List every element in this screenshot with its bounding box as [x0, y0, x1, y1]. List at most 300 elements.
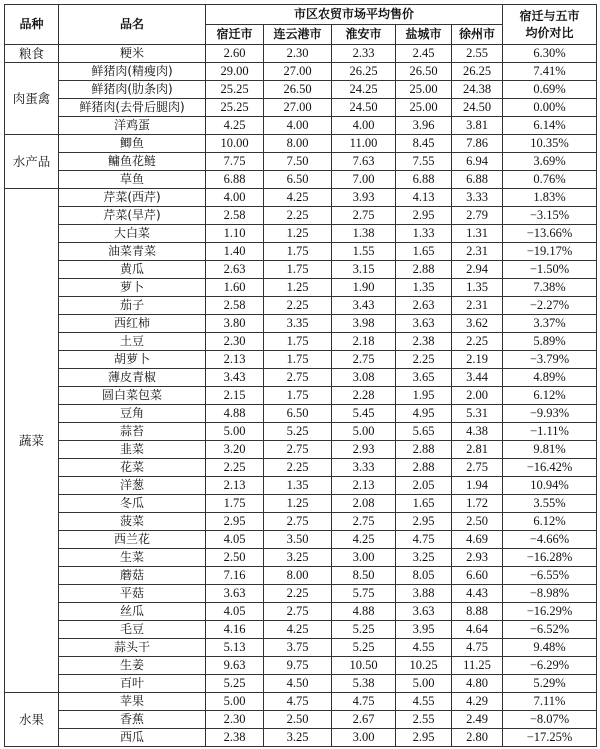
price-cell: 2.50 [452, 513, 503, 531]
table-row [5, 333, 597, 351]
price-cell: 2.95 [396, 729, 452, 747]
table-row [5, 153, 597, 171]
comparison-cell: −4.66% [503, 531, 597, 549]
price-cell: 1.55 [332, 243, 396, 261]
header-product: 品名 [59, 5, 206, 45]
price-cell: 2.25 [264, 207, 332, 225]
table-row [5, 99, 597, 117]
price-cell: 5.25 [332, 621, 396, 639]
price-cell: 4.75 [396, 531, 452, 549]
price-cell: 26.25 [332, 63, 396, 81]
price-cell: 2.60 [206, 45, 264, 63]
price-cell: 3.63 [206, 585, 264, 603]
price-cell: 3.08 [332, 369, 396, 387]
price-cell: 2.95 [396, 207, 452, 225]
table-row [5, 117, 597, 135]
product-name-cell: 冬瓜 [59, 495, 206, 513]
price-cell: 7.75 [206, 153, 264, 171]
price-cell: 3.75 [264, 639, 332, 657]
price-cell: 6.50 [264, 171, 332, 189]
category-cell: 肉蛋禽 [5, 63, 59, 135]
price-cell: 3.63 [396, 315, 452, 333]
comparison-cell: 9.48% [503, 639, 597, 657]
price-cell: 2.95 [396, 513, 452, 531]
comparison-cell: −6.29% [503, 657, 597, 675]
comparison-cell: 3.69% [503, 153, 597, 171]
price-cell: 2.00 [452, 387, 503, 405]
comparison-cell: −3.79% [503, 351, 597, 369]
price-cell: 10.25 [396, 657, 452, 675]
price-cell: 26.50 [396, 63, 452, 81]
price-cell: 4.80 [452, 675, 503, 693]
table-row [5, 603, 597, 621]
price-cell: 5.45 [332, 405, 396, 423]
product-name-cell: 茄子 [59, 297, 206, 315]
price-cell: 6.88 [396, 171, 452, 189]
price-cell: 6.94 [452, 153, 503, 171]
table-row [5, 63, 597, 81]
table-row [5, 45, 597, 63]
price-cell: 2.79 [452, 207, 503, 225]
table-row [5, 189, 597, 207]
comparison-cell: 10.35% [503, 135, 597, 153]
price-cell: 4.25 [332, 531, 396, 549]
price-cell: 26.25 [452, 63, 503, 81]
price-cell: 4.25 [206, 117, 264, 135]
comparison-cell: −16.29% [503, 603, 597, 621]
price-cell: 1.75 [264, 261, 332, 279]
comparison-cell: 7.38% [503, 279, 597, 297]
price-cell: 11.25 [452, 657, 503, 675]
table-row [5, 459, 597, 477]
product-name-cell: 生菜 [59, 549, 206, 567]
price-cell: 5.00 [396, 675, 452, 693]
header-market-average: 市区农贸市场平均售价 [206, 5, 503, 25]
comparison-cell: −8.07% [503, 711, 597, 729]
table-row [5, 621, 597, 639]
comparison-cell: 7.11% [503, 693, 597, 711]
price-cell: 7.63 [332, 153, 396, 171]
price-cell: 2.30 [206, 711, 264, 729]
product-name-cell: 鲜猪肉(肋条肉) [59, 81, 206, 99]
price-cell: 3.93 [332, 189, 396, 207]
price-cell: 1.31 [452, 225, 503, 243]
price-cell: 2.75 [264, 369, 332, 387]
table-row [5, 315, 597, 333]
product-name-cell: 洋鸡蛋 [59, 117, 206, 135]
product-name-cell: 花菜 [59, 459, 206, 477]
price-cell: 4.29 [452, 693, 503, 711]
price-cell: 7.86 [452, 135, 503, 153]
price-cell: 2.75 [264, 441, 332, 459]
price-cell: 6.60 [452, 567, 503, 585]
price-cell: 1.35 [396, 279, 452, 297]
table-row [5, 513, 597, 531]
table-row [5, 531, 597, 549]
price-cell: 4.64 [452, 621, 503, 639]
price-cell: 8.50 [332, 567, 396, 585]
price-cell: 1.35 [264, 477, 332, 495]
price-cell: 2.80 [452, 729, 503, 747]
header-comparison [503, 5, 597, 45]
price-cell: 2.75 [264, 513, 332, 531]
product-name-cell: 土豆 [59, 333, 206, 351]
price-cell: 10.00 [206, 135, 264, 153]
price-cell: 2.45 [396, 45, 452, 63]
price-cell: 2.50 [206, 549, 264, 567]
price-cell: 2.63 [206, 261, 264, 279]
price-cell: 2.25 [452, 333, 503, 351]
price-cell: 1.65 [396, 243, 452, 261]
comparison-cell: 10.94% [503, 477, 597, 495]
price-cell: 3.20 [206, 441, 264, 459]
price-cell: 2.25 [264, 459, 332, 477]
product-name-cell: 鲜猪肉(去骨后腿肉) [59, 99, 206, 117]
table-row [5, 675, 597, 693]
table-row [5, 225, 597, 243]
price-cell: 6.88 [206, 171, 264, 189]
price-cell: 5.25 [206, 675, 264, 693]
price-cell: 8.00 [264, 135, 332, 153]
product-name-cell: 薄皮青椒 [59, 369, 206, 387]
price-cell: 3.33 [332, 459, 396, 477]
price-cell: 2.93 [332, 441, 396, 459]
comparison-cell: 6.14% [503, 117, 597, 135]
price-cell: 4.00 [332, 117, 396, 135]
price-cell: 4.13 [396, 189, 452, 207]
product-name-cell: 洋葱 [59, 477, 206, 495]
price-cell: 4.75 [452, 639, 503, 657]
price-cell: 2.55 [452, 45, 503, 63]
price-cell: 1.10 [206, 225, 264, 243]
price-cell: 2.67 [332, 711, 396, 729]
price-cell: 2.49 [452, 711, 503, 729]
price-cell: 8.00 [264, 567, 332, 585]
price-cell: 26.50 [264, 81, 332, 99]
price-cell: 2.58 [206, 207, 264, 225]
price-cell: 3.95 [396, 621, 452, 639]
header-city: 连云港市 [264, 25, 332, 45]
price-cell: 7.55 [396, 153, 452, 171]
table-row [5, 387, 597, 405]
price-cell: 1.94 [452, 477, 503, 495]
price-cell: 5.31 [452, 405, 503, 423]
price-cell: 3.63 [396, 603, 452, 621]
table-row [5, 405, 597, 423]
comparison-cell: 0.00% [503, 99, 597, 117]
table-row [5, 729, 597, 747]
price-cell: 5.25 [332, 639, 396, 657]
product-name-cell: 西兰花 [59, 531, 206, 549]
price-cell: 3.88 [396, 585, 452, 603]
table-row [5, 261, 597, 279]
product-name-cell: 萝卜 [59, 279, 206, 297]
price-cell: 24.25 [332, 81, 396, 99]
price-cell: 2.88 [396, 261, 452, 279]
price-cell: 2.94 [452, 261, 503, 279]
price-cell: 25.25 [206, 81, 264, 99]
comparison-cell: 3.37% [503, 315, 597, 333]
price-cell: 4.00 [206, 189, 264, 207]
price-cell: 2.31 [452, 297, 503, 315]
price-cell: 4.25 [264, 621, 332, 639]
price-cell: 1.75 [264, 351, 332, 369]
table-row [5, 549, 597, 567]
category-cell: 蔬菜 [5, 189, 59, 693]
comparison-cell: 5.89% [503, 333, 597, 351]
price-cell: 2.75 [332, 513, 396, 531]
table-header [5, 5, 597, 45]
comparison-cell: −9.93% [503, 405, 597, 423]
price-cell: 1.75 [264, 387, 332, 405]
product-name-cell: 西瓜 [59, 729, 206, 747]
product-name-cell: 芹菜(西芹) [59, 189, 206, 207]
price-cell: 3.98 [332, 315, 396, 333]
comparison-cell: −6.55% [503, 567, 597, 585]
price-cell: 1.25 [264, 495, 332, 513]
price-cell: 2.38 [206, 729, 264, 747]
price-cell: 2.55 [396, 711, 452, 729]
product-name-cell: 苹果 [59, 693, 206, 711]
price-cell: 2.88 [396, 459, 452, 477]
table-row [5, 657, 597, 675]
price-cell: 2.75 [264, 603, 332, 621]
price-cell: 1.38 [332, 225, 396, 243]
product-name-cell: 圆白菜包菜 [59, 387, 206, 405]
table-row [5, 351, 597, 369]
price-cell: 3.00 [332, 549, 396, 567]
header-category: 品种 [5, 5, 59, 45]
category-cell: 粮食 [5, 45, 59, 63]
price-cell: 4.88 [206, 405, 264, 423]
price-cell: 4.55 [396, 693, 452, 711]
comparison-cell: −17.25% [503, 729, 597, 747]
comparison-cell: −19.17% [503, 243, 597, 261]
price-cell: 2.08 [332, 495, 396, 513]
price-cell: 2.95 [206, 513, 264, 531]
price-cell: 3.62 [452, 315, 503, 333]
price-cell: 3.65 [396, 369, 452, 387]
price-cell: 2.75 [332, 207, 396, 225]
price-cell: 24.50 [452, 99, 503, 117]
price-cell: 3.25 [264, 549, 332, 567]
price-cell: 5.00 [206, 423, 264, 441]
table-row [5, 369, 597, 387]
price-cell: 1.65 [396, 495, 452, 513]
product-name-cell: 黄瓜 [59, 261, 206, 279]
price-cell: 4.95 [396, 405, 452, 423]
price-cell: 7.50 [264, 153, 332, 171]
price-cell: 7.00 [332, 171, 396, 189]
price-cell: 4.50 [264, 675, 332, 693]
price-cell: 4.05 [206, 603, 264, 621]
table-row [5, 567, 597, 585]
price-cell: 2.30 [264, 45, 332, 63]
comparison-cell: −13.66% [503, 225, 597, 243]
comparison-cell: 7.41% [503, 63, 597, 81]
price-cell: 9.75 [264, 657, 332, 675]
comparison-cell: −3.15% [503, 207, 597, 225]
price-cell: 4.43 [452, 585, 503, 603]
comparison-cell: 3.55% [503, 495, 597, 513]
price-cell: 7.16 [206, 567, 264, 585]
table-row [5, 495, 597, 513]
price-cell: 6.88 [452, 171, 503, 189]
price-cell: 3.80 [206, 315, 264, 333]
product-name-cell: 生姜 [59, 657, 206, 675]
price-cell: 25.00 [396, 81, 452, 99]
comparison-cell: 0.69% [503, 81, 597, 99]
price-cell: 1.90 [332, 279, 396, 297]
comparison-cell: 0.76% [503, 171, 597, 189]
price-cell: 1.75 [264, 333, 332, 351]
product-name-cell: 鲫鱼 [59, 135, 206, 153]
price-cell: 2.30 [206, 333, 264, 351]
price-cell: 3.15 [332, 261, 396, 279]
table-row [5, 243, 597, 261]
price-cell: 3.00 [332, 729, 396, 747]
price-cell: 1.40 [206, 243, 264, 261]
comparison-cell: 6.12% [503, 513, 597, 531]
product-name-cell: 菠菜 [59, 513, 206, 531]
price-cell: 2.19 [452, 351, 503, 369]
price-cell: 8.05 [396, 567, 452, 585]
product-name-cell: 平菇 [59, 585, 206, 603]
price-cell: 5.00 [332, 423, 396, 441]
price-cell: 3.44 [452, 369, 503, 387]
price-cell: 5.75 [332, 585, 396, 603]
product-name-cell: 蒜头干 [59, 639, 206, 657]
price-cell: 3.35 [264, 315, 332, 333]
product-name-cell: 韭菜 [59, 441, 206, 459]
header-city: 徐州市 [452, 25, 503, 45]
product-name-cell: 粳米 [59, 45, 206, 63]
price-cell: 11.00 [332, 135, 396, 153]
table-row [5, 135, 597, 153]
comparison-cell: −8.98% [503, 585, 597, 603]
price-cell: 2.28 [332, 387, 396, 405]
comparison-cell: 5.29% [503, 675, 597, 693]
product-name-cell: 鲜猪肉(精瘦肉) [59, 63, 206, 81]
price-cell: 3.50 [264, 531, 332, 549]
price-cell: 1.35 [452, 279, 503, 297]
price-cell: 3.33 [452, 189, 503, 207]
price-cell: 27.00 [264, 99, 332, 117]
price-cell: 4.25 [264, 189, 332, 207]
price-cell: 25.00 [396, 99, 452, 117]
price-table-container [4, 4, 597, 747]
table-row [5, 81, 597, 99]
price-cell: 5.65 [396, 423, 452, 441]
product-name-cell: 百叶 [59, 675, 206, 693]
price-cell: 3.25 [264, 729, 332, 747]
product-name-cell: 豆角 [59, 405, 206, 423]
category-cell: 水产品 [5, 135, 59, 189]
product-name-cell: 香蕉 [59, 711, 206, 729]
price-cell: 2.25 [264, 297, 332, 315]
price-cell: 3.43 [206, 369, 264, 387]
price-cell: 24.50 [332, 99, 396, 117]
price-cell: 4.05 [206, 531, 264, 549]
price-cell: 5.25 [264, 423, 332, 441]
price-cell: 2.81 [452, 441, 503, 459]
price-cell: 2.50 [264, 711, 332, 729]
comparison-cell: 6.12% [503, 387, 597, 405]
price-cell: 3.96 [396, 117, 452, 135]
table-row [5, 171, 597, 189]
comparison-cell: 1.83% [503, 189, 597, 207]
header-city: 淮安市 [332, 25, 396, 45]
header-city: 宿迁市 [206, 25, 264, 45]
table-row [5, 441, 597, 459]
price-cell: 8.45 [396, 135, 452, 153]
price-cell: 2.13 [206, 477, 264, 495]
price-cell: 27.00 [264, 63, 332, 81]
price-cell: 4.75 [264, 693, 332, 711]
price-cell: 1.75 [206, 495, 264, 513]
product-name-cell: 油菜青菜 [59, 243, 206, 261]
header-comparison-text: 宿迁与五市均价对比 [519, 8, 580, 40]
product-name-cell: 芹菜(旱芹) [59, 207, 206, 225]
comparison-cell: 9.81% [503, 441, 597, 459]
header-city: 盐城市 [396, 25, 452, 45]
price-cell: 10.50 [332, 657, 396, 675]
product-name-cell: 大白菜 [59, 225, 206, 243]
product-name-cell: 蘑菇 [59, 567, 206, 585]
price-cell: 5.13 [206, 639, 264, 657]
table-row [5, 207, 597, 225]
price-cell: 4.75 [332, 693, 396, 711]
price-cell: 2.31 [452, 243, 503, 261]
table-row [5, 423, 597, 441]
table-row [5, 279, 597, 297]
price-cell: 2.93 [452, 549, 503, 567]
product-name-cell: 毛豆 [59, 621, 206, 639]
comparison-cell: −2.27% [503, 297, 597, 315]
price-cell: 2.25 [206, 459, 264, 477]
price-cell: 4.69 [452, 531, 503, 549]
price-cell: 3.25 [396, 549, 452, 567]
comparison-cell: −16.28% [503, 549, 597, 567]
price-cell: 9.63 [206, 657, 264, 675]
price-cell: 1.25 [264, 279, 332, 297]
product-name-cell: 胡萝卜 [59, 351, 206, 369]
table-row [5, 711, 597, 729]
comparison-cell: 4.89% [503, 369, 597, 387]
price-cell: 6.50 [264, 405, 332, 423]
price-cell: 24.38 [452, 81, 503, 99]
price-cell: 2.25 [396, 351, 452, 369]
price-cell: 29.00 [206, 63, 264, 81]
price-cell: 2.05 [396, 477, 452, 495]
price-cell: 1.25 [264, 225, 332, 243]
price-cell: 2.75 [332, 351, 396, 369]
table-row [5, 693, 597, 711]
product-name-cell: 蒜苔 [59, 423, 206, 441]
price-cell: 1.33 [396, 225, 452, 243]
price-cell: 2.15 [206, 387, 264, 405]
comparison-cell: −6.52% [503, 621, 597, 639]
price-cell: 8.88 [452, 603, 503, 621]
price-cell: 1.75 [264, 243, 332, 261]
price-cell: 4.38 [452, 423, 503, 441]
price-cell: 2.75 [452, 459, 503, 477]
price-cell: 5.38 [332, 675, 396, 693]
comparison-cell: 6.30% [503, 45, 597, 63]
price-cell: 2.13 [332, 477, 396, 495]
comparison-cell: −1.50% [503, 261, 597, 279]
category-cell: 水果 [5, 693, 59, 747]
